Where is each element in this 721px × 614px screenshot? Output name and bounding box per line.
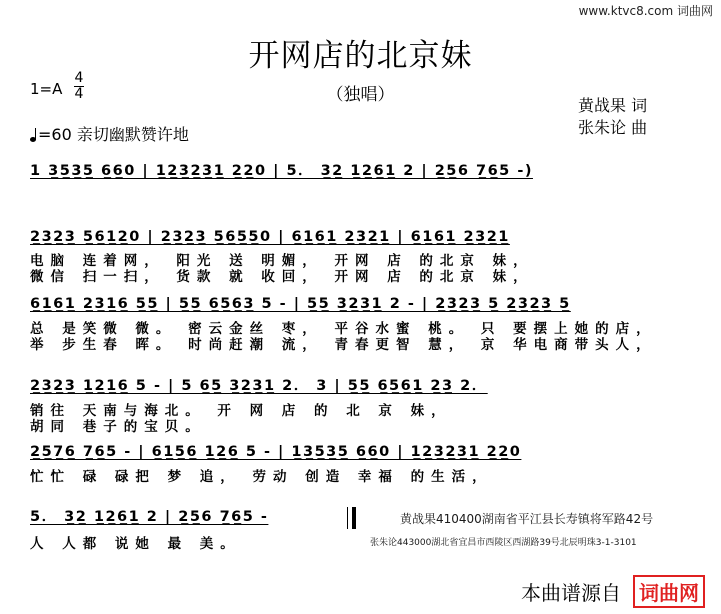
- time-signature-top: 4: [74, 70, 84, 86]
- footer-text: 本曲谱源自: [521, 581, 621, 605]
- score-line-6: 5． 3̲2̲ 1̲2̲6̲1̲ 2 | 2̲5̲6 7̲6̲5 -: [30, 509, 269, 525]
- score-line-1: 1 3̲5̲3̲5̲ 6̲6̲0 | 1̲2̲3̲2̲3̲1̲ 2̲2̲0 | 5． 3̲2̲ 1̲2̲6̲1̲ 2 | 2̲5̲6 7̲6̲5 -): [30, 163, 533, 179]
- lyric-line-2: 微信 扫一扫， 货款 就 收回， 开网 店 的北京 妹，: [30, 269, 534, 285]
- quarter-note-icon: [30, 137, 36, 142]
- site-watermark: www.ktvc8.com 词曲网: [578, 4, 713, 18]
- address-lyricist: 黄战果410400湖南省平江县长寿镇将军路42号: [400, 512, 654, 526]
- lyric-line-7: 忙忙 碌 碌把 梦 追， 劳动 创造 幸福 的生活，: [30, 469, 493, 485]
- lyric-line-1: 电脑 连着网， 阳光 送 明媚， 开网 店 的北京 妹，: [30, 253, 534, 269]
- score-line-3: 6̲1̲6̲1̲ 2̲3̲1̲6̲ 5̲5̲ | 5̲5̲ 6̲5̲6̲3̲ 5 - | 5̲5̲ 3̲2̲3̲1̲ 2 - | 2̲3̲2̲3̲ 5̲ 2̲3̲2̲3̲ 5̲: [30, 296, 571, 312]
- credits: [578, 95, 647, 139]
- song-subtitle: （独唱）: [326, 85, 395, 105]
- lyric-line-8: 人 人都 说她 最 美。: [30, 536, 241, 552]
- lyric-line-4: 举 步生春 晖。 时尚赶潮 流， 青春更智 慧， 京 华电商带头人，: [30, 337, 657, 353]
- song-title: 开网店的北京妹: [248, 38, 473, 74]
- final-barline-thin: [347, 507, 348, 529]
- final-barline-thick: [352, 507, 356, 529]
- lyric-line-3: 总 是笑微 微。 密云金丝 枣， 平谷水蜜 桃。 只 要摆上她的店，: [30, 321, 657, 337]
- tempo-text: =60 亲切幽默赞许地: [38, 125, 189, 144]
- score-line-5: 2̲5̲7̲6̲ 7̲6̲5 - | 6̲1̲5̲6̲ 1̲2̲6̲ 5 - | 1̲3̲5̲3̲5̲ 6̲6̲0 | 1̲2̲3̲2̲3̲1̲ 2̲2̲0: [30, 444, 522, 460]
- time-signature: [74, 72, 84, 101]
- address-composer: 张朱论443000湖北省宜昌市西陵区西湖路39号北辰明珠3-1-3101: [370, 538, 637, 548]
- lyric-line-5: 销往 天南与海北。 开 网 店 的 北 京 妹，: [30, 403, 452, 419]
- key-signature: 1=A: [30, 80, 63, 98]
- tempo-marking: [30, 122, 189, 145]
- footer-brand-link[interactable]: 词曲网: [633, 575, 705, 608]
- lyricist-credit: 黄战果 词: [578, 96, 648, 115]
- footer-source: [521, 575, 705, 608]
- score-line-2: 2̲3̲2̲3̲ 5̲6̲1̲2̲0 | 2̲3̲2̲3̲ 5̲6̲5̲5̲0 | 6̲1̲6̲1̲ 2̲3̲2̲1̲ | 6̲1̲6̲1̲ 2̲3̲2̲1̲: [30, 229, 510, 245]
- composer-credit: 张朱论 曲: [578, 118, 648, 137]
- time-signature-bottom: 4: [74, 86, 84, 102]
- score-line-4: 2̲3̲2̲3̲ 1̲2̲1̲6̲ 5 - | 5 6̲5̲ 3̲2̲3̲1̲ 2． 3 | 5̲5̲ 6̲5̲6̲1̲ 2̲3̲ 2．: [30, 378, 488, 394]
- lyric-line-6: 胡同 巷子的宝贝。: [30, 419, 206, 435]
